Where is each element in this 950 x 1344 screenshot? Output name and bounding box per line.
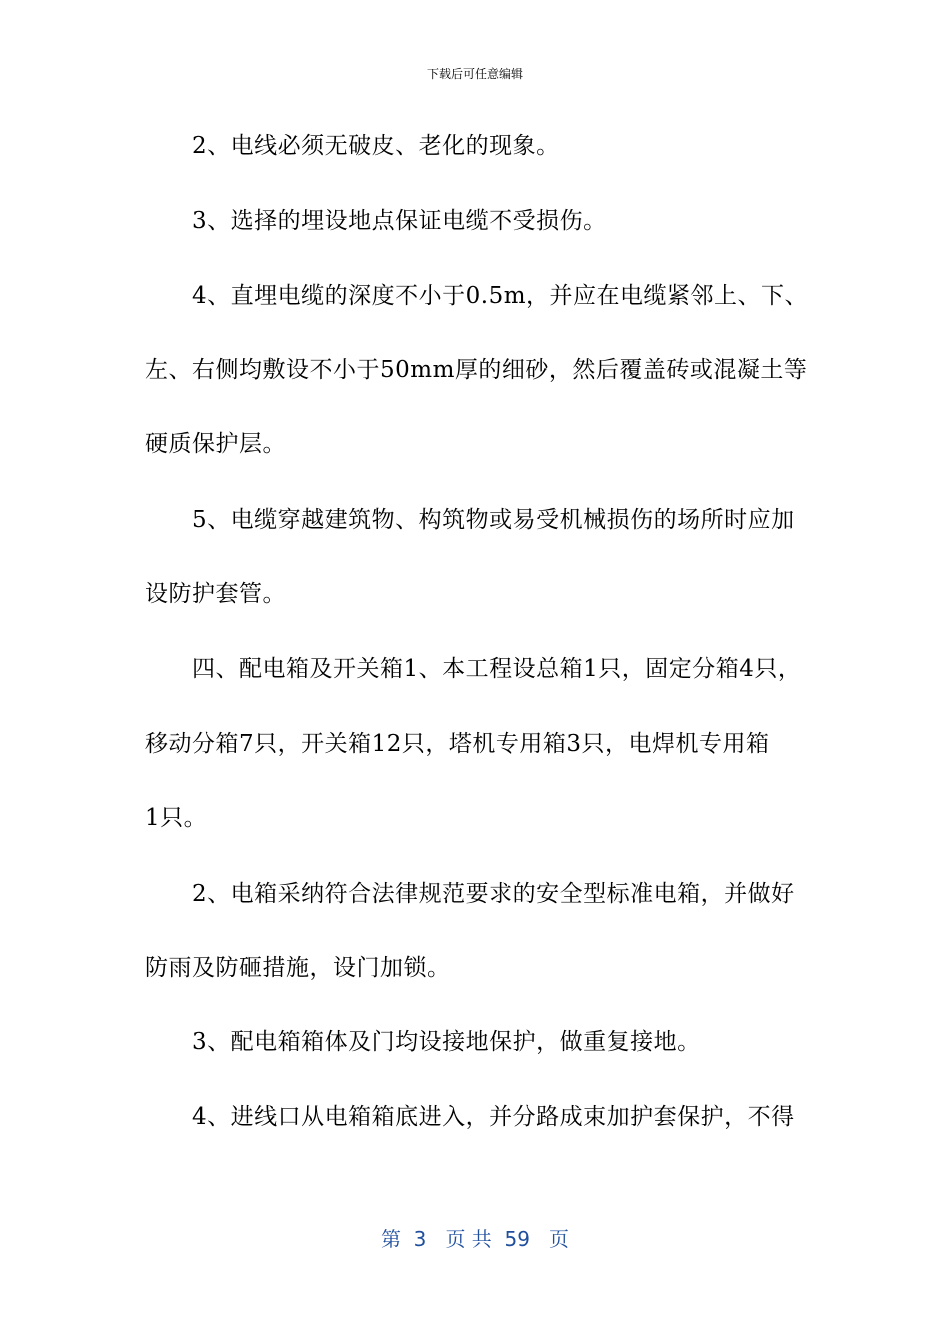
text-line: 硬质保护层。 bbox=[145, 431, 286, 457]
text-line: 4、直埋电缆的深度不小于0.5m，并应在电缆紧邻上、下、 bbox=[192, 283, 809, 309]
text-line: 1只。 bbox=[145, 805, 208, 831]
text-line: 设防护套管。 bbox=[145, 581, 286, 607]
text-line: 四、配电箱及开关箱1、本工程设总箱1只，固定分箱4只， bbox=[192, 656, 802, 682]
page-footer: 第 3 页 共 59 页 bbox=[380, 1227, 570, 1251]
text-line: 3、选择的埋设地点保证电缆不受损伤。 bbox=[192, 208, 607, 234]
text-line: 2、电箱采纳符合法律规范要求的安全型标准电箱，并做好 bbox=[192, 881, 795, 907]
text-line: 4、进线口从电箱箱底进入，并分路成束加护套保护，不得 bbox=[192, 1104, 795, 1130]
text-line: 防雨及防砸措施，设门加锁。 bbox=[145, 955, 451, 981]
text-line: 2、电线必须无破皮、老化的现象。 bbox=[192, 133, 560, 159]
page-header: 下载后可任意编辑 bbox=[426, 67, 523, 81]
text-line: 5、电缆穿越建筑物、构筑物或易受机械损伤的场所时应加 bbox=[192, 507, 795, 533]
text-line: 移动分箱7只，开关箱12只，塔机专用箱3只，电焊机专用箱 bbox=[145, 731, 770, 757]
text-line: 左、右侧均敷设不小于50mm厚的细砂，然后覆盖砖或混凝土等 bbox=[145, 357, 808, 383]
text-line: 3、配电箱箱体及门均设接地保护，做重复接地。 bbox=[192, 1029, 701, 1055]
